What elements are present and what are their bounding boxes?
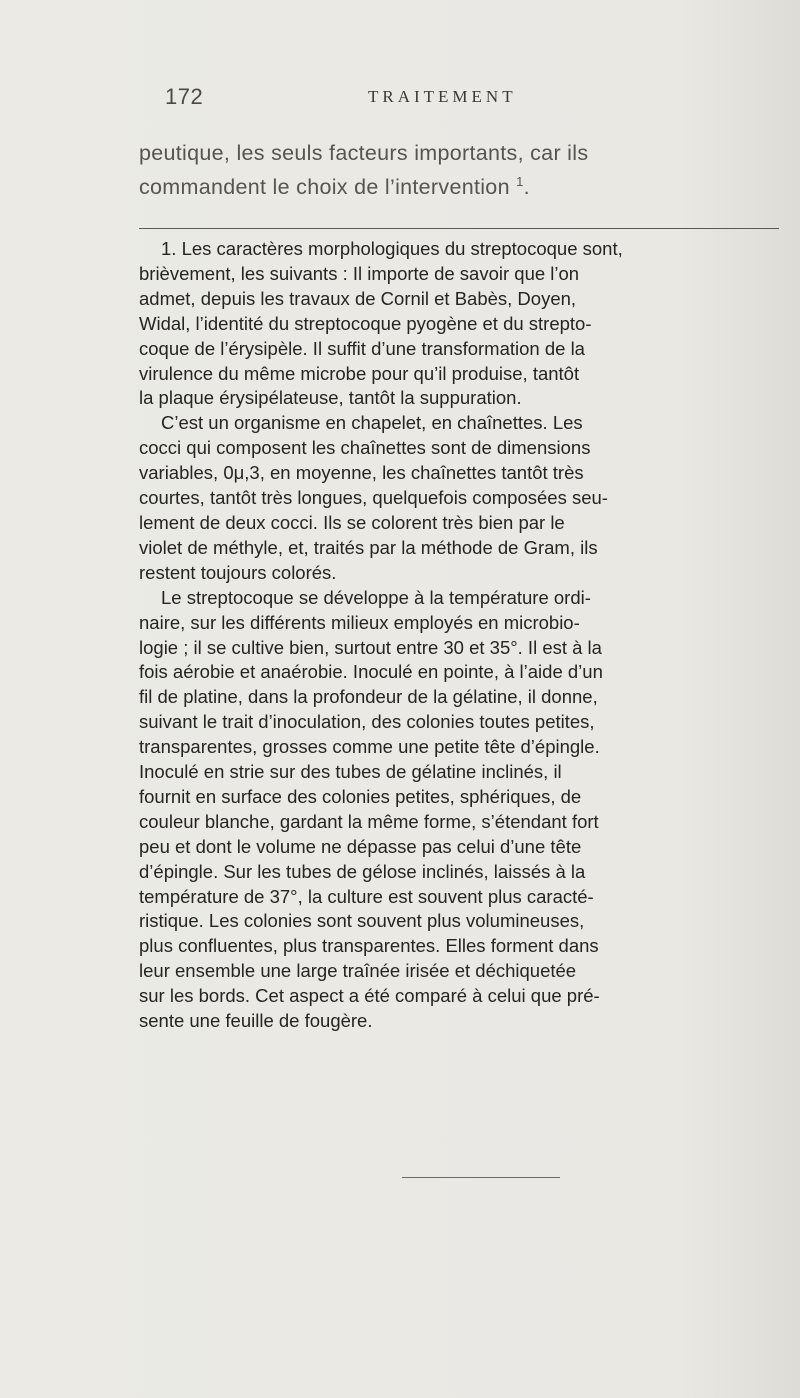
footnote-line: brièvement, les suivants : Il importe de savoir que l’on (139, 262, 580, 284)
footnote-line: virulence du même microbe pour qu’il produise, tantôt (139, 362, 580, 384)
footnote-line: peu et dont le volume ne dépasse pas celui d’une tête (139, 835, 582, 857)
footnote-line: plus confluentes, plus transparentes. Elles forment dans (139, 935, 599, 957)
footnote-line: violet de méthyle, et, traités par la méthode de Gram, ils (139, 536, 598, 558)
footnote-line: Inoculé en strie sur des tubes de gélatine inclinés, il (139, 761, 562, 783)
footnote-line: température de 37°, la culture est souvent plus caracté- (139, 885, 594, 907)
body-line-text: commandent le choix de l’intervention (139, 175, 510, 199)
footnote-line: suivant le trait d’inoculation, des colonies toutes petites, (139, 711, 595, 733)
footnote-line: couleur blanche, gardant la même forme, s’étendant fort (139, 810, 599, 832)
footnote-line: cocci qui composent les chaînettes sont de dimensions (139, 437, 591, 459)
footnote-separator (139, 228, 779, 229)
footnote-line: ristique. Les colonies sont souvent plus volumineuses, (139, 910, 585, 932)
running-head: TRAITEMENT (368, 87, 517, 106)
page-number: 172 (165, 84, 204, 109)
footnote-line: 1. Les caractères morphologiques du streptocoque sont, (161, 238, 623, 259)
footnote-line: lement de deux cocci. Ils se colorent très bien par le (139, 511, 565, 533)
footnote-line: leur ensemble une large traînée irisée et déchiquetée (139, 960, 577, 982)
footnote-line: C’est un organisme en chapelet, en chaînettes. Les (161, 412, 583, 434)
footnote-reference: 1 (516, 173, 524, 189)
body-line-end: . (523, 175, 530, 199)
footnote-line: sur les bords. Cet aspect a été comparé à celui que pré- (139, 985, 600, 1007)
footnote-line: Widal, l’identité du streptocoque pyogène et du strepto- (139, 312, 592, 334)
footnote-line: fournit en surface des colonies petites, sphériques, de (139, 785, 582, 807)
footnote-line: Le streptocoque se développe à la température ordi- (161, 586, 591, 608)
footnote-line: naire, sur les différents milieux employés en microbio- (139, 611, 580, 633)
footnote-line: admet, depuis les travaux de Cornil et Babès, Doyen, (139, 287, 577, 309)
footnote-line: coque de l’érysipèle. Il suffit d’une transformation de la (139, 337, 585, 359)
body-paragraph (139, 136, 779, 204)
end-rule (402, 1177, 560, 1178)
body-line-with-footnote (139, 170, 779, 204)
footnote-line: d’épingle. Sur les tubes de gélose inclinés, laissés à la (139, 860, 586, 882)
footnote-line: restent toujours colorés. (139, 561, 337, 583)
footnote-line: courtes, tantôt très longues, quelquefois composées seu- (139, 487, 608, 509)
page-header (165, 84, 585, 114)
footnote-line: la plaque érysipélateuse, tantôt la suppuration. (139, 387, 522, 409)
footnote-line: logie ; il se cultive bien, surtout entre 30 et 35°. Il est à la (139, 636, 602, 658)
footnote-line: fil de platine, dans la profondeur de la gélatine, il donne, (139, 686, 598, 708)
footnote (139, 237, 779, 1034)
footnote-line: variables, 0μ,3, en moyenne, les chaînettes tantôt très (139, 462, 584, 484)
footnote-line: fois aérobie et anaérobie. Inoculé en pointe, à l’aide d’un (139, 661, 603, 683)
body-line: peutique, les seuls facteurs importants, car ils (139, 141, 589, 165)
footnote-line: sente une feuille de fougère. (139, 1010, 373, 1032)
footnote-line: transparentes, grosses comme une petite tête d’épingle. (139, 736, 600, 758)
